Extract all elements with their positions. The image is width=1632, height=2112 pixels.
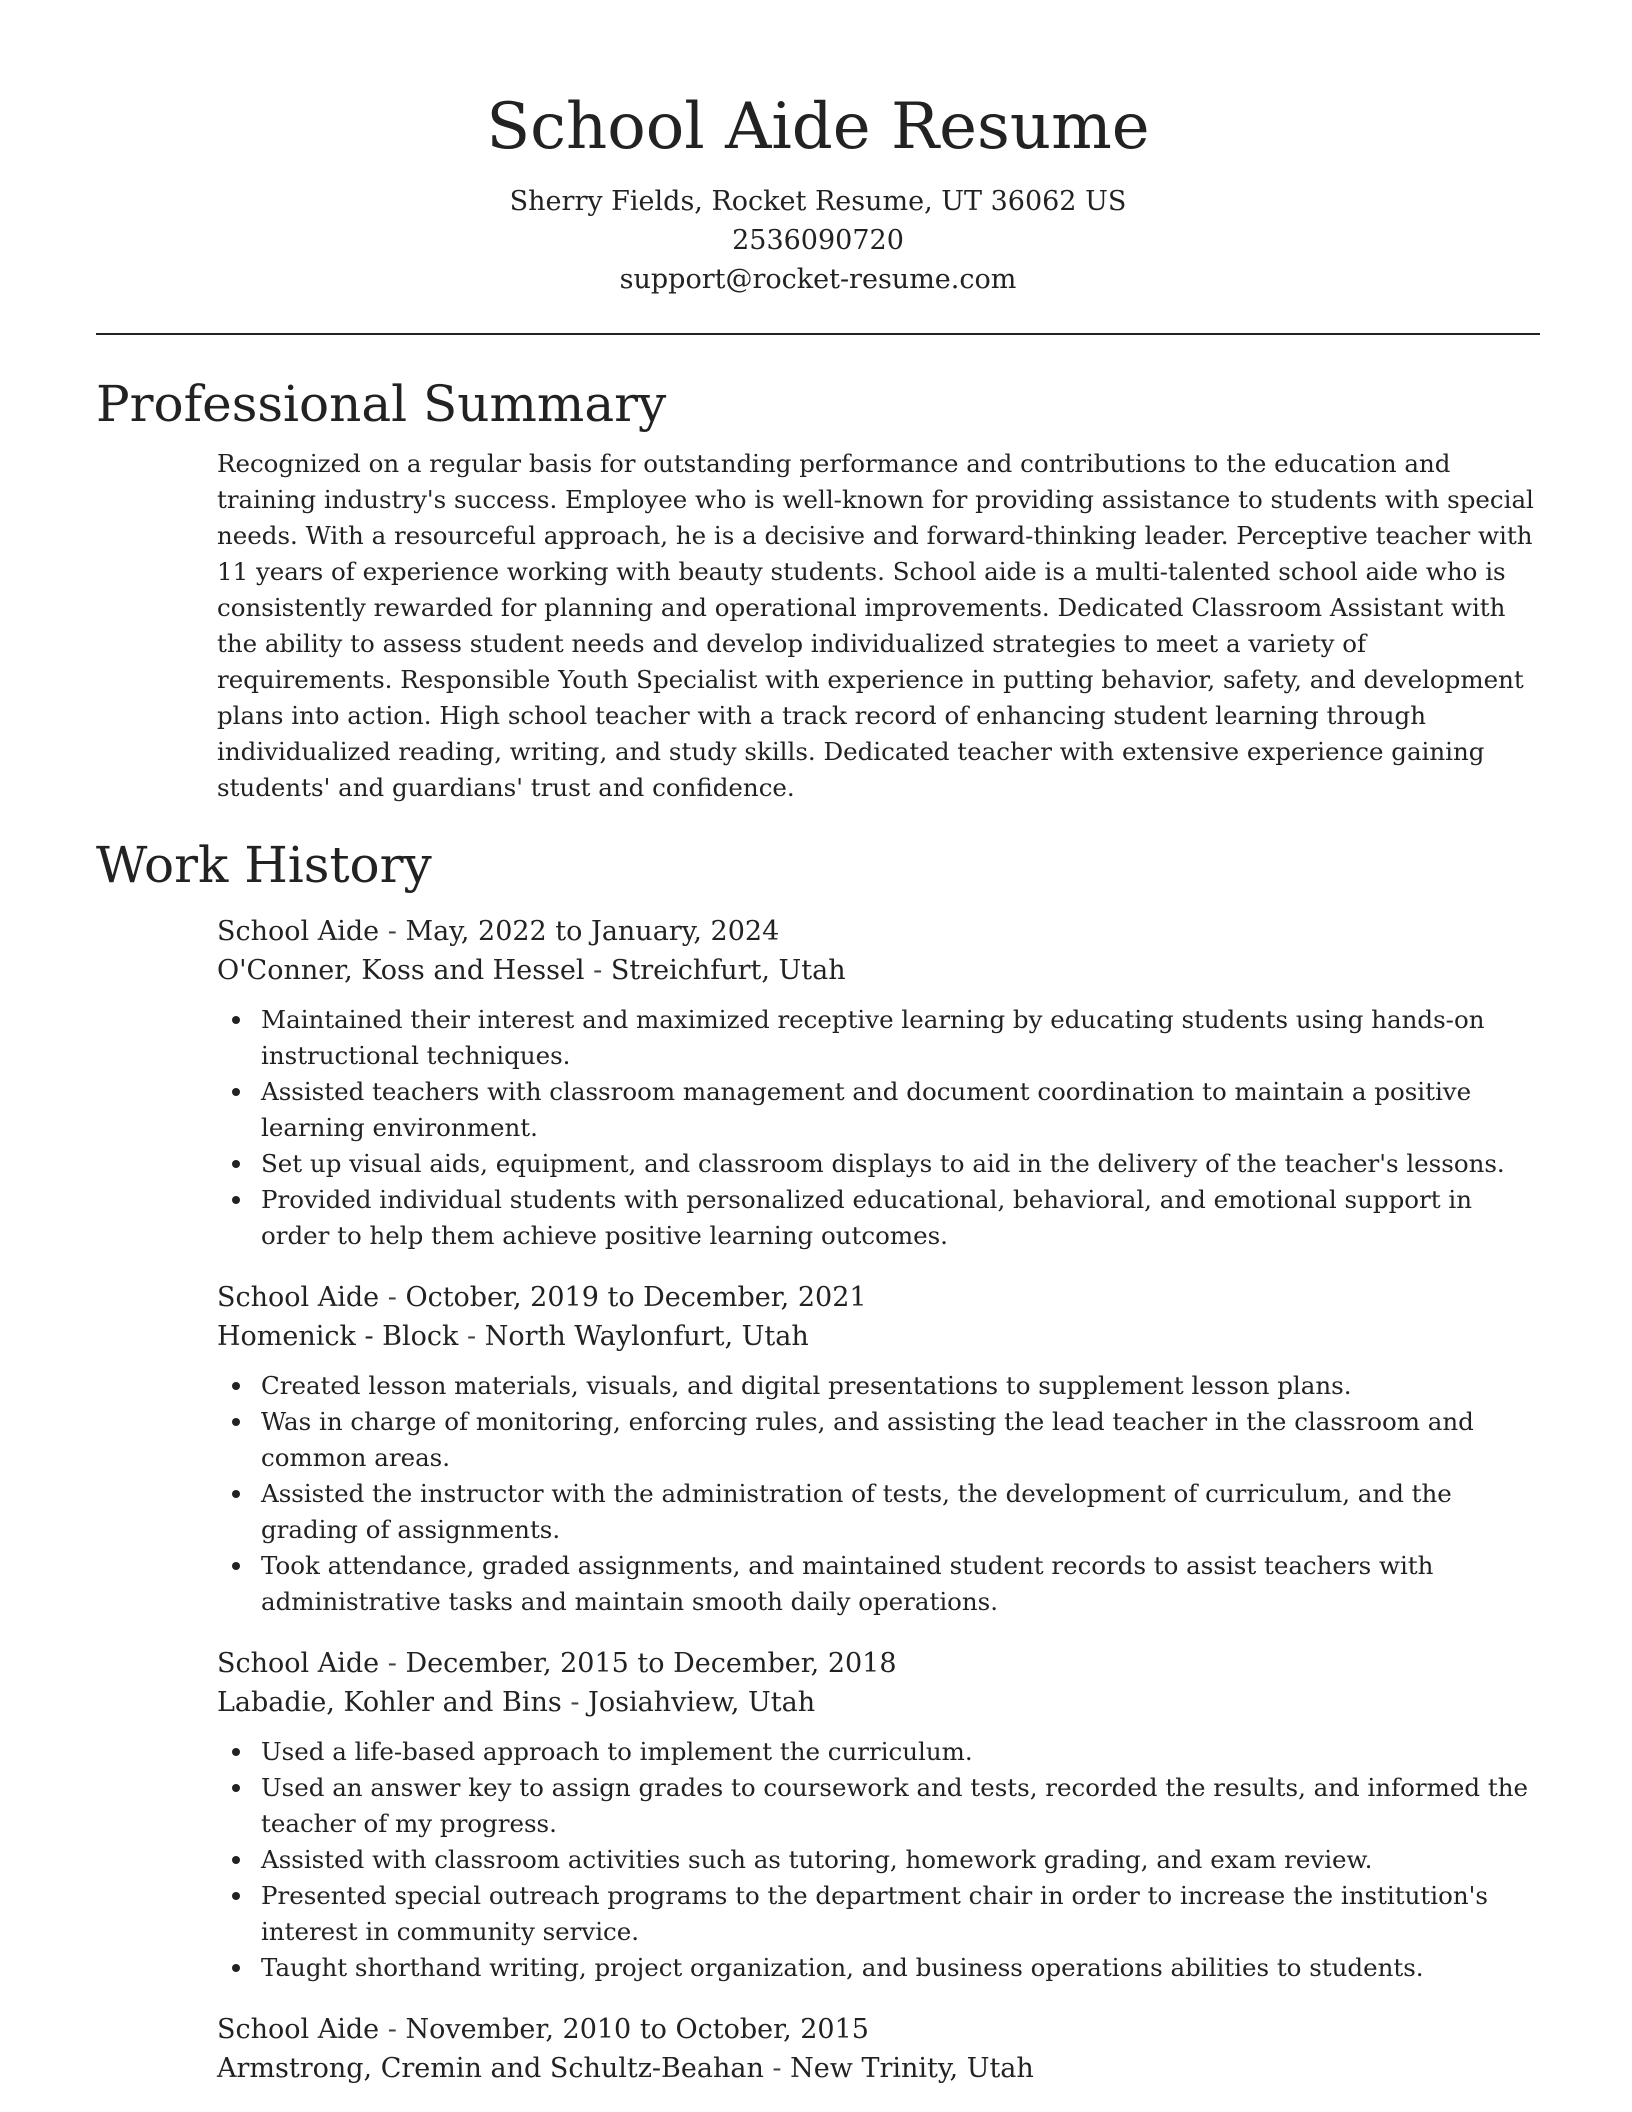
job-company: Labadie, Kohler and Bins	[217, 1687, 562, 1718]
job-title: School Aide	[217, 2014, 380, 2045]
job-dates: November, 2010 to October, 2015	[405, 2014, 869, 2045]
job-title-line	[217, 1644, 1540, 1683]
contact-block	[96, 182, 1540, 299]
job-bullet: Was in charge of monitoring, enforcing rules, and assisting the lead teacher in the classroom and common areas.	[217, 1404, 1540, 1476]
job-separator: -	[379, 916, 406, 947]
job-bullets	[217, 1734, 1540, 1986]
job-bullet: Assisted with classroom activities such as tutoring, homework grading, and exam review.	[217, 1842, 1540, 1878]
summary-heading: Professional Summary	[96, 375, 667, 433]
job-entry	[217, 912, 1540, 1254]
job-bullets	[217, 1002, 1540, 1254]
job-entry	[217, 2010, 1540, 2088]
job-bullet: Assisted the instructor with the administration of tests, the development of curriculum, and the grading of assignments.	[217, 1476, 1540, 1548]
job-company: O'Conner, Koss and Hessel	[217, 955, 585, 986]
job-company: Homenick - Block	[217, 1321, 459, 1352]
job-location: Streichfurt, Utah	[610, 955, 846, 986]
job-bullet: Presented special outreach programs to the department chair in order to increase the institution's interest in community service.	[217, 1878, 1540, 1950]
job-separator: -	[584, 955, 611, 986]
job-separator: -	[763, 2053, 791, 2084]
job-dates: October, 2019 to December, 2021	[405, 1282, 867, 1313]
job-company-line	[217, 2049, 1540, 2088]
job-bullet: Provided individual students with personalized educational, behavioral, and emotional support in order to help them achieve positive learning outcomes.	[217, 1182, 1540, 1254]
work-history-list	[96, 912, 1540, 2088]
job-bullets	[217, 1368, 1540, 1620]
job-title-line	[217, 2010, 1540, 2049]
job-location: North Waylonfurt, Utah	[484, 1321, 809, 1352]
job-separator: -	[561, 1687, 589, 1718]
contact-email: support@rocket-resume.com	[619, 264, 1017, 295]
job-location: New Trinity, Utah	[790, 2053, 1034, 2084]
job-entry	[217, 1278, 1540, 1620]
job-bullet: Used an answer key to assign grades to coursework and tests, recorded the results, and informed the teacher of my progress.	[217, 1770, 1540, 1842]
job-bullet: Maintained their interest and maximized receptive learning by educating students using hands-on instructional techniques.	[217, 1002, 1540, 1074]
job-company-line	[217, 1683, 1540, 1722]
contact-phone: 2536090720	[732, 225, 904, 256]
job-separator: -	[379, 2014, 406, 2045]
job-dates: December, 2015 to December, 2018	[405, 1648, 897, 1679]
job-bullet: Created lesson materials, visuals, and digital presentations to supplement lesson plans.	[217, 1368, 1540, 1404]
resume-title: School Aide Resume	[486, 90, 1150, 164]
job-separator: -	[379, 1648, 406, 1679]
job-separator: -	[379, 1282, 406, 1313]
job-company-line	[217, 1317, 1540, 1356]
job-title-line	[217, 912, 1540, 951]
job-location: Josiahview, Utah	[588, 1687, 816, 1718]
header-divider	[96, 333, 1540, 335]
job-title: School Aide	[217, 1648, 380, 1679]
summary-text: Recognized on a regular basis for outstanding performance and contributions to the education and training industry's success. Employee who is well-known for providing assistance to students with special needs. With a resourceful approach, he is a decisive and forward-thinking leader. Perceptive teacher with 11 years of experience working with beauty students. School aide is a multi-talented school aide who is consistently rewarded for planning and operational improvements. Dedicated Classroom Assistant with the ability to assess student needs and develop individualized strategies to meet a variety of requirements. Responsible Youth Specialist with experience in putting behavior, safety, and development plans into action. High school teacher with a track record of enhancing student learning through individualized reading, writing, and study skills. Dedicated teacher with extensive experience gaining students' and guardians' trust and confidence.	[217, 449, 1534, 802]
job-company-line	[217, 951, 1540, 990]
job-title: School Aide	[217, 916, 380, 947]
job-bullet: Used a life-based approach to implement the curriculum.	[217, 1734, 1540, 1770]
contact-address: Sherry Fields, Rocket Resume, UT 36062 US	[509, 186, 1127, 217]
job-company: Armstrong, Cremin and Schultz-Beahan	[217, 2053, 764, 2084]
job-title-line	[217, 1278, 1540, 1317]
job-bullet: Set up visual aids, equipment, and classroom displays to aid in the delivery of the teacher's lessons.	[217, 1146, 1540, 1182]
job-bullet: Taught shorthand writing, project organization, and business operations abilities to students.	[217, 1950, 1540, 1986]
work-history-heading: Work History	[96, 836, 432, 894]
job-entry	[217, 1644, 1540, 1986]
job-bullet: Took attendance, graded assignments, and maintained student records to assist teachers with administrative tasks and maintain smooth daily operations.	[217, 1548, 1540, 1620]
job-separator: -	[458, 1321, 485, 1352]
job-dates: May, 2022 to January, 2024	[405, 916, 780, 947]
resume-page	[96, 0, 1540, 2088]
job-bullet: Assisted teachers with classroom management and document coordination to maintain a positive learning environment.	[217, 1074, 1540, 1146]
job-title: School Aide	[217, 1282, 380, 1313]
